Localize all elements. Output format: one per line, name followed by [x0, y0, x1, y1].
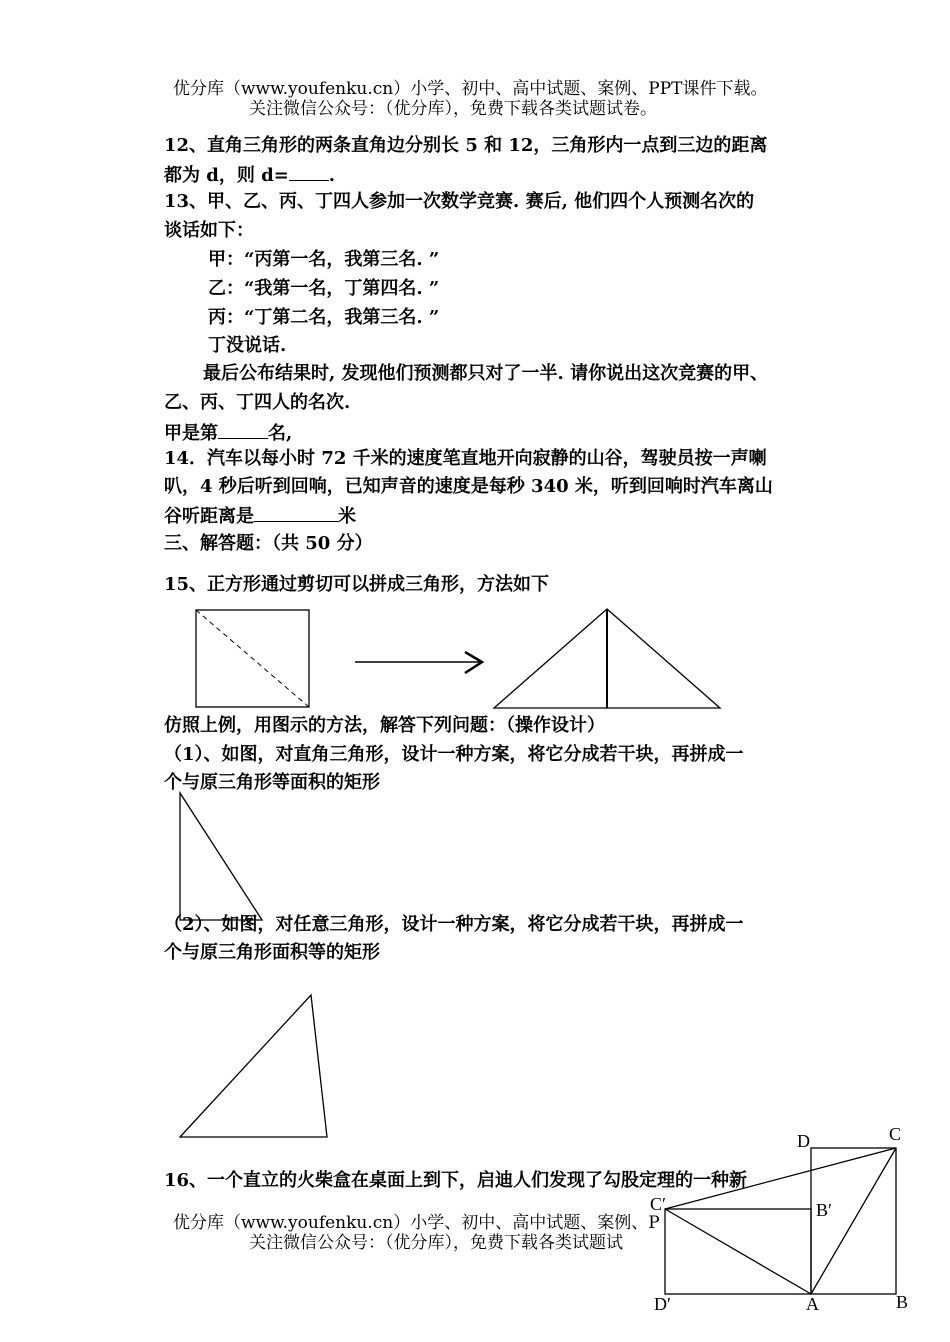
q14-line-2: 叭，4 秒后听到回响，已知声音的速度是每秒 340 米，听到回响时汽车离山: [164, 476, 773, 497]
q13-line-1: 13、甲、乙、丙、丁四人参加一次数学竞赛. 赛后, 他们四个人预测名次的: [164, 191, 755, 212]
q15-part2-line-2: 个与原三角形面积等的矩形: [164, 942, 380, 963]
q16-segment-AC: [811, 1148, 896, 1294]
q15-part2-triangle: [180, 995, 327, 1137]
q13-answer-post: 名,: [268, 423, 293, 444]
label-D-prime: D′: [654, 1294, 671, 1314]
q15-part1-line-2: 个与原三角形等面积的矩形: [164, 772, 380, 793]
q12-line-2-end: .: [328, 165, 336, 186]
q14-line-1: 14．汽车以每小时 72 千米的速度笔直地开向寂静的山谷，驾驶员按一声喇: [164, 448, 767, 469]
q13-line-2: 谈话如下：: [164, 220, 254, 241]
q15-imitate-line: 仿照上例，用图示的方法，解答下列问题：（操作设计）: [164, 715, 605, 736]
q15-part1-right-triangle: [180, 793, 262, 920]
label-A: A: [806, 1294, 819, 1314]
header-line-2: 关注微信公众号：（优分库），免费下载各类试题试卷。: [249, 99, 657, 119]
q12-line-1: 12、直角三角形的两条直角边分别长 5 和 12，三角形内一点到三边的距离: [164, 135, 768, 156]
q15-arrow-icon: [355, 652, 482, 673]
section-3-heading: 三、解答题：（共 50 分）: [164, 533, 373, 554]
q15-part1-line-1: （1）、如图，对直角三角形，设计一种方案，将它分成若干块，再拼成一: [164, 744, 744, 765]
label-C: C: [889, 1124, 902, 1144]
q13-bing-statement: 丙：“丁第二名，我第三名. ”: [208, 307, 440, 328]
q15-line-1: 15、正方形通过剪切可以拼成三角形，方法如下: [164, 574, 550, 595]
q16-line-1: 16、一个直立的火柴盒在桌面上到下，启迪人们发现了勾股定理的一种新: [164, 1170, 748, 1191]
q12-line-2-text: 都为 d，则 d=: [164, 165, 289, 186]
q15-part2-line-1: （2）、如图，对任意三角形，设计一种方案，将它分成若干块，再拼成一: [164, 914, 744, 935]
q15-square-dashed-diagonal: [196, 610, 309, 707]
q13-jia-statement: 甲：“丙第一名，我第三名. ”: [208, 249, 440, 270]
q13-yi-statement: 乙：“我第一名，丁第四名. ”: [208, 278, 440, 299]
q14-line-3-pre: 谷听距离是: [164, 506, 254, 527]
header-line-1: 优分库（www.youfenku.cn）小学、初中、高中试题、案例、PPT课件下载。: [173, 79, 768, 99]
q13-ding-statement: 丁没说话.: [208, 335, 287, 356]
q13-answer-pre: 甲是第: [164, 423, 218, 444]
q13-result-line-2: 乙、丙、丁四人的名次.: [164, 392, 351, 413]
label-D: D: [797, 1131, 810, 1151]
q14-line-3-post: 米: [338, 506, 356, 527]
label-C-prime: C′: [650, 1194, 666, 1214]
label-B: B: [896, 1292, 909, 1312]
q13-result-line-1: 最后公布结果时, 发现他们预测都只对了一半. 请你说出这次竞赛的甲、: [203, 363, 769, 384]
footer-line-1: 优分库（www.youfenku.cn）小学、初中、高中试题、案例、P: [173, 1213, 660, 1233]
footer-line-2: 关注微信公众号：（优分库），免费下载各类试题试: [249, 1233, 623, 1253]
q16-segment-ACprime: [665, 1209, 811, 1294]
label-B-prime: B′: [816, 1200, 832, 1220]
